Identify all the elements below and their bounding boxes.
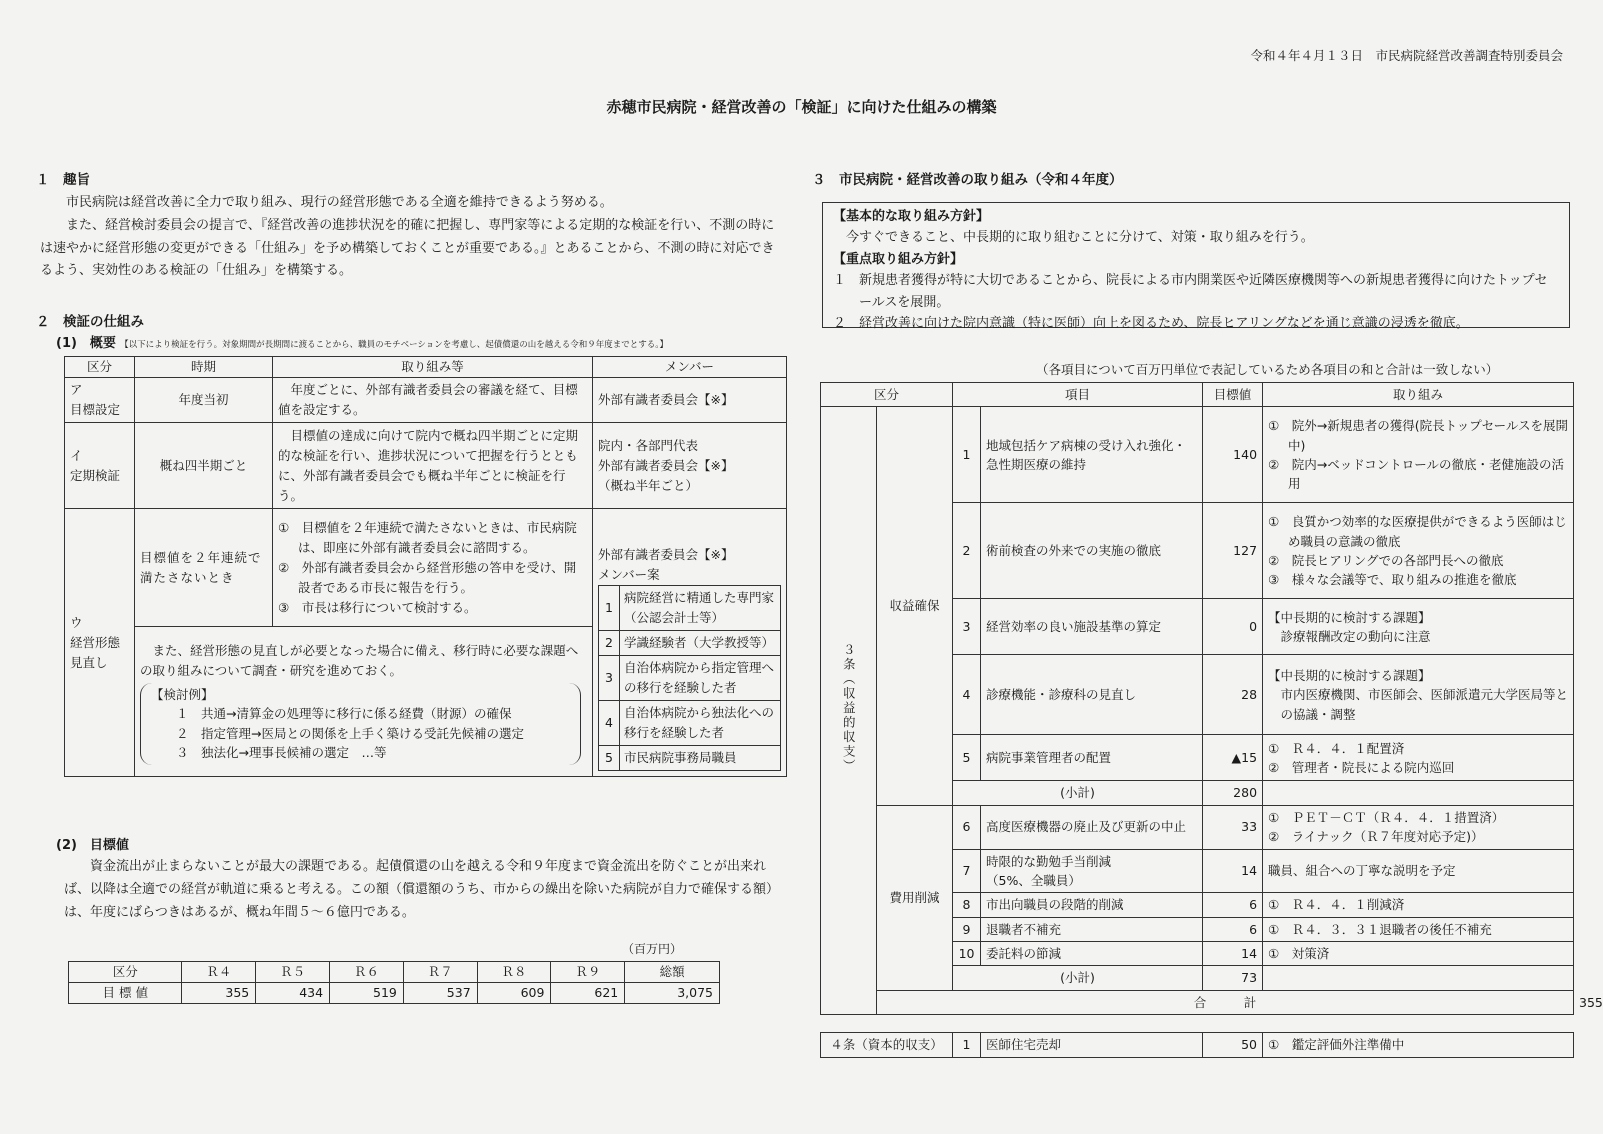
target-value: 621 xyxy=(551,983,625,1004)
target-header-cell: Ｒ７ xyxy=(403,962,477,983)
item-no: 4 xyxy=(953,655,981,735)
capital-label: ４条（資本的収支） xyxy=(821,1033,953,1058)
item-name: 高度医療機器の廃止及び更新の中止 xyxy=(981,805,1203,849)
cost-subtotal: 73 xyxy=(1203,966,1263,990)
overview-header-row xyxy=(65,357,787,378)
row-a-kubun: ア 目標設定 xyxy=(65,378,135,423)
member-row: 4 自治体病院から独法化への移行を経験した者 xyxy=(599,701,781,746)
item-actions: ① 院外→新規患者の獲得(院長トップセールスを展開中) ② 院内→ベッドコントロールの徹底・老健施設の活用 xyxy=(1263,407,1574,503)
target-header-cell: Ｒ４ xyxy=(182,962,256,983)
basic-policy-text: 今すぐできること、中長期的に取り組むことに分けて、対策・取り組みを行う。 xyxy=(846,230,1314,246)
item-name: 委託料の節減 xyxy=(981,942,1203,966)
item-value: 33 xyxy=(1203,805,1263,849)
capital-value: 50 xyxy=(1203,1033,1263,1058)
item-no: 1 xyxy=(953,407,981,503)
overview-row-a xyxy=(65,378,787,423)
total-label: 合 計 xyxy=(877,990,1574,1014)
cost-subtotal-label: (小計) xyxy=(953,966,1203,990)
item-name: 退職者不補充 xyxy=(981,917,1203,941)
sec2-heading: ２ 検証の仕組み xyxy=(36,314,144,330)
item-value: 127 xyxy=(1203,503,1263,599)
row-u-jiki: 目標値を２年連続で満たさないとき xyxy=(135,509,273,627)
target-value: 3,075 xyxy=(625,983,720,1004)
item-no: 9 xyxy=(953,917,981,941)
kentou-item-2: ２ 指定管理→医局との関係を上手く築ける受託先候補の選定 xyxy=(176,725,524,741)
item-value: 6 xyxy=(1203,917,1263,941)
revenue-label: 収益確保 xyxy=(877,407,953,805)
priority-policy-title: 【重点取り組み方針】 xyxy=(833,251,964,267)
row-u-torikumi-1: ① 目標値を２年連続で満たさないときは、市民病院は、即座に外部有識者委員会に諮問する。 xyxy=(278,519,577,555)
target-unit: （百万円） xyxy=(622,942,683,956)
sec2-sub2-label: (2) 目標値 xyxy=(56,838,129,853)
header-date-org: 令和４年４月１３日 市民病院経営改善調査特別委員会 xyxy=(1250,48,1563,63)
row-u-torikumi xyxy=(273,509,593,627)
capital-table xyxy=(820,1032,1574,1058)
row-u-prepare-cell xyxy=(135,627,593,777)
target-header-cell: Ｒ９ xyxy=(551,962,625,983)
row-u-member-title: 外部有識者委員会【※】 メンバー案 xyxy=(598,547,734,582)
improvement-header-cell: 目標値 xyxy=(1203,383,1263,407)
capital-no: 1 xyxy=(953,1033,981,1058)
item-no: 6 xyxy=(953,805,981,849)
basic-policy-title: 【基本的な取り組み方針】 xyxy=(833,209,990,224)
improvement-header-cell: 区分 xyxy=(821,383,953,407)
sec3-note: （各項目について百万円単位で表記しているため各項目の和と合計は一致しない） xyxy=(1036,362,1499,377)
target-header-cell: Ｒ６ xyxy=(330,962,404,983)
row-u-member-cell xyxy=(593,509,787,777)
kentou-title: 【検討例】 xyxy=(151,687,214,702)
overview-header-cell: 取り組み等 xyxy=(273,357,593,378)
sec1-p2: また、経営検討委員会の提言で、『経営改善の進捗状況を的確に把握し、専門家等による定期的な検証を行い、不測の時には速やかに経営形態の変更ができる「仕組み」を予め構築しておくことが重要である。』とあることから、不測の時に対応できるよう、実効性のある検証の「仕組み」を構築する。 xyxy=(40,217,775,279)
item-name: 地域包括ケア病棟の受け入れ強化・急性期医療の維持 xyxy=(981,407,1203,503)
improvement-header-cell: 取り組み xyxy=(1263,383,1574,407)
item-actions: ① Ｒ４．４．１配置済 ② 管理者・院長による院内巡回 xyxy=(1263,735,1574,781)
member-table xyxy=(598,585,781,771)
row-a-member: 外部有識者委員会【※】 xyxy=(593,378,787,423)
row-i-torikumi: 目標値の達成に向けて院内で概ね四半期ごとに定期的な検証を行い、進捗状況について把握を行うとともに、外部有識者委員会でも概ね半年ごとに検証を行う。 xyxy=(273,423,593,509)
sec1-body xyxy=(40,192,780,283)
row-u-torikumi-2: ② 外部有識者委員会から経営形態の答申を受け、開設者である市長に報告を行う。 xyxy=(278,559,577,595)
target-value: 355 xyxy=(182,983,256,1004)
item-actions: ① 良質かつ効率的な医療提供ができるよう医師はじめ職員の意識の徹底 ② 院長ヒアリングでの各部門長への徹底 ③ 様々な会議等で、取り組みの推進を徹底 xyxy=(1263,503,1574,599)
improvement-header-cell: 項目 xyxy=(953,383,1203,407)
improvement-row xyxy=(821,407,1574,503)
capital-item: 医師住宅売却 xyxy=(981,1033,1203,1058)
row-u-prepare: また、経営形態の見直しが必要となった場合に備え、移行時に必要な課題への取り組みについて調査・研究を進めておく。 xyxy=(140,643,579,678)
row-i-member: 院内・各部門代表 外部有識者委員会【※】 （概ね半年ごと） xyxy=(593,423,787,509)
target-value-row xyxy=(69,983,720,1004)
capital-action: ① 鑑定評価外注準備中 xyxy=(1263,1033,1574,1058)
item-no: 2 xyxy=(953,503,981,599)
item-actions: ① 対策済 xyxy=(1263,942,1574,966)
item-no: 5 xyxy=(953,735,981,781)
overview-header-cell: 時期 xyxy=(135,357,273,378)
target-header-cell: 区分 xyxy=(69,962,182,983)
sec2-sub1 xyxy=(56,336,668,353)
improvement-table xyxy=(820,382,1603,1015)
overview-row-u-top xyxy=(65,509,787,627)
revenue-subtotal: 280 xyxy=(1203,781,1263,805)
item-name: 市出向職員の段階的削減 xyxy=(981,893,1203,917)
overview-row-i xyxy=(65,423,787,509)
item-name: 術前検査の外来での実施の徹底 xyxy=(981,503,1203,599)
page-title: 赤穂市民病院・経営改善の「検証」に向けた仕組みの構築 xyxy=(606,98,997,116)
item-actions: ① ＰＥＴ－ＣＴ（Ｒ４．４．１措置済） ② ライナック（Ｒ７年度対応予定)） xyxy=(1263,805,1574,849)
target-table xyxy=(68,961,720,1004)
item-no: 10 xyxy=(953,942,981,966)
sec3-heading: ３ 市民病院・経営改善の取り組み（令和４年度） xyxy=(812,172,1123,188)
item-actions: ① Ｒ４．４．１削減済 xyxy=(1263,893,1574,917)
item-value: 6 xyxy=(1203,893,1263,917)
target-header-row xyxy=(69,962,720,983)
item-actions: ① Ｒ４．３．３１退職者の後任不補充 xyxy=(1263,917,1574,941)
item-value: 14 xyxy=(1203,849,1263,893)
row-i-kubun: イ 定期検証 xyxy=(65,423,135,509)
row-a-torikumi: 年度ごとに、外部有識者委員会の審議を経て、目標値を設定する。 xyxy=(273,378,593,423)
kentou-box xyxy=(140,683,581,765)
overview-table xyxy=(64,356,787,777)
overview-header-cell: 区分 xyxy=(65,357,135,378)
item-name: 診療機能・診療科の見直し xyxy=(981,655,1203,735)
item-value: 14 xyxy=(1203,942,1263,966)
art3-label: ３条（収益的収支） xyxy=(841,642,857,774)
policy-box xyxy=(822,202,1570,332)
item-no: 3 xyxy=(953,599,981,655)
member-row: 1 病院経営に精通した専門家（公認会計士等） xyxy=(599,586,781,631)
target-value: 537 xyxy=(403,983,477,1004)
target-row-label: 目 標 値 xyxy=(69,983,182,1004)
item-actions: 職員、組合への丁寧な説明を予定 xyxy=(1263,849,1574,893)
item-name: 時限的な勤勉手当削減 （5%、全職員） xyxy=(981,849,1203,893)
item-no: 8 xyxy=(953,893,981,917)
member-row: 3 自治体病院から指定管理への移行を経験した者 xyxy=(599,656,781,701)
total-row: 合 計 355 xyxy=(821,990,1574,1014)
target-header-cell: Ｒ５ xyxy=(256,962,330,983)
row-u-kubun: ウ 経営形態 見直し xyxy=(65,509,135,777)
target-header-cell: Ｒ８ xyxy=(477,962,551,983)
capital-row xyxy=(821,1033,1574,1058)
member-row: 5 市民病院事務局職員 xyxy=(599,746,781,771)
row-a-jiki: 年度当初 xyxy=(135,378,273,423)
kentou-item-3: ３ 独法化→理事長候補の選定 …等 xyxy=(176,745,387,761)
improvement-row xyxy=(821,805,1574,849)
item-value: 140 xyxy=(1203,407,1263,503)
item-value: 28 xyxy=(1203,655,1263,735)
sec2-sub1-label: (1) 概要 xyxy=(56,336,116,351)
improvement-header-row xyxy=(821,383,1574,407)
art3-cell xyxy=(821,407,877,1015)
row-i-jiki: 概ね四半期ごと xyxy=(135,423,273,509)
revenue-subtotal-label: (小計) xyxy=(953,781,1203,805)
target-value: 434 xyxy=(256,983,330,1004)
priority-policy-1: １ 新規患者獲得が特に大切であることから、院長による市内開業医や近隣医療機関等への新規患者獲得に向けたトップセールスを展開。 xyxy=(833,273,1548,310)
item-name: 経営効率の良い施設基準の算定 xyxy=(981,599,1203,655)
item-value: 0 xyxy=(1203,599,1263,655)
sec1-p1: 市民病院は経営改善に全力で取り組み、現行の経営形態である全適を維持できるよう努める。 xyxy=(66,195,613,210)
target-value: 609 xyxy=(477,983,551,1004)
item-actions: 【中長期的に検討する課題】 市内医療機関、市医師会、医師派遣元大学医局等との協議・調整 xyxy=(1263,655,1574,735)
item-no: 7 xyxy=(953,849,981,893)
sec2-sub1-note: 【以下により検証を行う。対象期間が長期間に渡ることから、職員のモチベーションを考慮し、起債償還の山を越える令和９年度までとする。】 xyxy=(120,340,668,350)
kentou-item-1: １ 共通→清算金の処理等に移行に係る経費（財源）の確保 xyxy=(176,706,512,722)
member-row: 2 学識経験者（大学教授等） xyxy=(599,631,781,656)
cost-label: 費用削減 xyxy=(877,805,953,990)
item-value: ▲15 xyxy=(1203,735,1263,781)
item-name: 病院事業管理者の配置 xyxy=(981,735,1203,781)
target-header-cell: 総額 xyxy=(625,962,720,983)
sec1-heading: １ 趣旨 xyxy=(36,172,90,188)
target-value: 519 xyxy=(330,983,404,1004)
item-actions: 【中長期的に検討する課題】 診療報酬改定の動向に注意 xyxy=(1263,599,1574,655)
row-u-torikumi-3: ③ 市長は移行について検討する。 xyxy=(278,599,477,615)
sec2-sub2-text: 資金流出が止まらないことが最大の課題である。起債償還の山を越える令和９年度まで資金流出を防ぐことが出来れば、以降は全適での経営が軌道に乗ると考える。この額（償還額のうち、市からの繰出を除いた病院が自力で確保する額）は、年度にばらつきはあるが、概ね年間５～６億円である。 xyxy=(64,859,780,920)
overview-header-cell: メンバー xyxy=(593,357,787,378)
priority-policy-2: ２ 経営改善に向けた院内意識（特に医師）向上を図るため、院長ヒアリングなどを通じ意識の浸透を徹底。 xyxy=(833,316,1469,332)
